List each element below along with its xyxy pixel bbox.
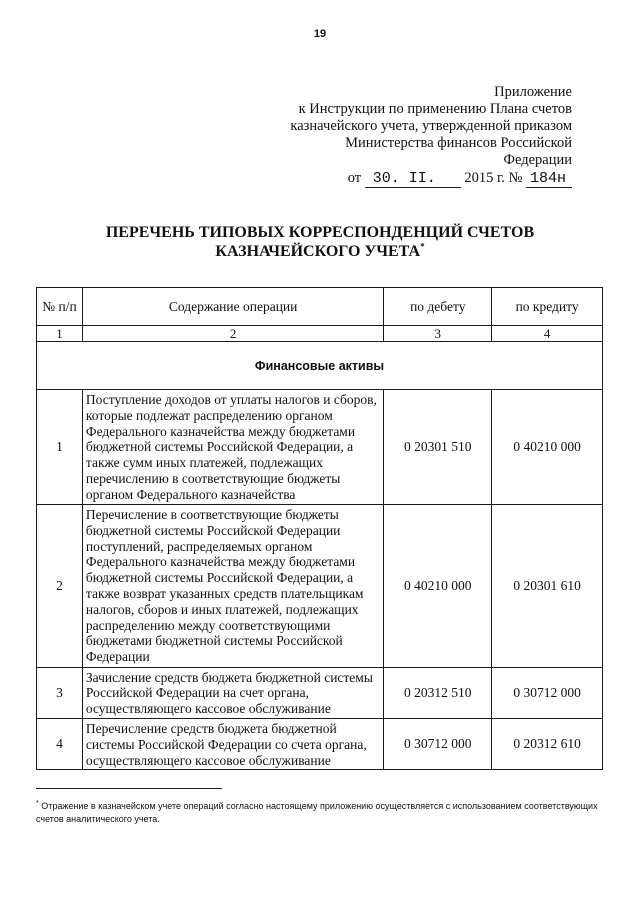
appendix-line: Федерации [503, 152, 572, 168]
debit-account: 0 20312 510 [384, 667, 492, 718]
order-date: 30. II. [365, 170, 461, 188]
debit-account: 0 40210 000 [384, 504, 492, 667]
correspondence-table [36, 287, 603, 770]
operation-text: Перечисление средств бюджета бюджетной системы Российской Федерации со счета органа, осуществляющего кассовое обслуживание [82, 718, 383, 769]
operation-text: Зачисление средств бюджета бюджетной системы Российской Федерации на счет органа, осуществляющего кассовое обслуживание [82, 667, 383, 718]
header-credit: по кредиту [492, 288, 603, 326]
credit-account: 0 40210 000 [492, 390, 603, 505]
section-title: Финансовые активы [37, 342, 603, 390]
order-number: 184н [526, 170, 572, 188]
section-row [37, 342, 603, 390]
page-number: 19 [313, 28, 327, 40]
debit-account: 0 30712 000 [384, 718, 492, 769]
appendix-line: Приложение [494, 84, 572, 100]
column-index-row [37, 326, 603, 342]
header-debit: по дебету [384, 288, 492, 326]
table-row [37, 718, 603, 769]
footnote-text: Отражение в казначейском учете операций согласно настоящему приложению осуществляется с использованием соответствующих счетов аналитического учета. [36, 801, 598, 824]
title-line-1: ПЕРЕЧЕНЬ ТИПОВЫХ КОРРЕСПОНДЕНЦИЙ СЧЕТОВ [105, 224, 535, 241]
table-row [37, 504, 603, 667]
row-number: 3 [37, 667, 83, 718]
order-prefix: от [347, 170, 362, 186]
debit-account: 0 20301 510 [384, 390, 492, 505]
index-cell: 1 [37, 326, 83, 342]
title-line-2 [0, 242, 640, 261]
row-number: 1 [37, 390, 83, 505]
operation-text: Перечисление в соответствующие бюджеты бюджетной системы Российской Федерации поступлений, распределяемых органом Федерального казначейства между бюджетами бюджетной системы Российской Федерации, а также возврат указанных средств плательщикам налогов, сборов и иных платежей, подлежащих распределению между соответствующими бюджетами бюджетной системы Российской Федерации [82, 504, 383, 667]
credit-account: 0 30712 000 [492, 667, 603, 718]
appendix-line: Министерства финансов Российской [345, 135, 572, 151]
appendix-header [272, 84, 572, 188]
row-number: 2 [37, 504, 83, 667]
credit-account: 0 20312 610 [492, 718, 603, 769]
operation-text: Поступление доходов от уплаты налогов и сборов, которые подлежат распределению органом Федерального казначейства между бюджетами бюджетной системы Российской Федерации, а также сумм иных платежей, подлежащих перечислению в соответствующие бюджеты органом Федерального казначейства [82, 390, 383, 505]
order-line [272, 170, 572, 188]
footnote [36, 797, 606, 826]
appendix-line: казначейского учета, утвержденной приказом [290, 118, 572, 134]
header-number: № п/п [37, 288, 83, 326]
credit-account: 0 20301 610 [492, 504, 603, 667]
appendix-line: к Инструкции по применению Плана счетов [298, 101, 572, 117]
index-cell: 2 [82, 326, 383, 342]
document-title [0, 223, 640, 261]
footnote-marker: * [36, 800, 39, 807]
index-cell: 4 [492, 326, 603, 342]
table-row [37, 390, 603, 505]
footnote-marker: * [420, 241, 425, 252]
header-operation: Содержание операции [82, 288, 383, 326]
row-number: 4 [37, 718, 83, 769]
index-cell: 3 [384, 326, 492, 342]
order-year: 2015 г. № [464, 170, 523, 186]
footnote-divider [36, 788, 222, 789]
title-line-2-text: КАЗНАЧЕЙСКОГО УЧЕТА [215, 243, 421, 260]
table-row [37, 667, 603, 718]
